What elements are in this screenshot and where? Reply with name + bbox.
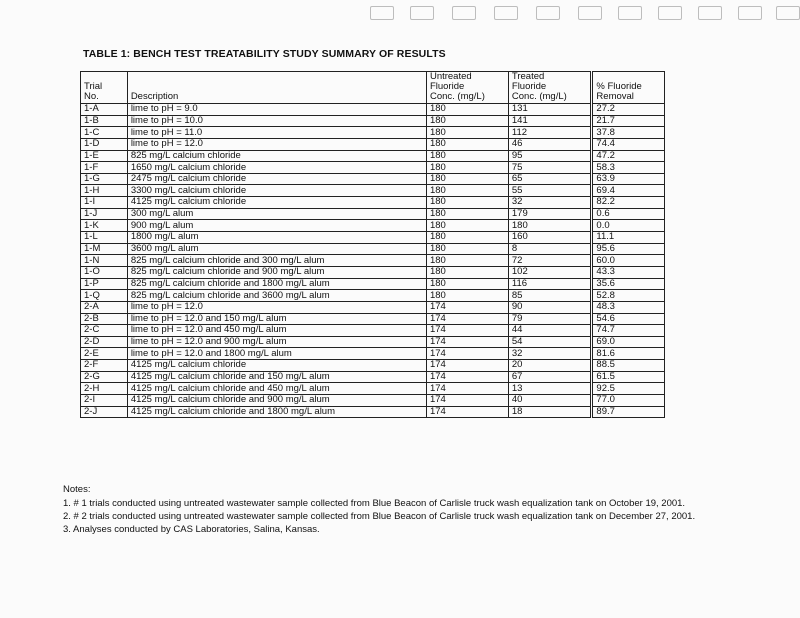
- treated-cell: 102: [508, 266, 590, 278]
- table-row: [81, 115, 665, 127]
- treated-cell: 112: [508, 127, 590, 139]
- untreated-cell: 174: [426, 336, 508, 348]
- treated-cell: 13: [508, 383, 590, 395]
- untreated-cell: 180: [426, 208, 508, 220]
- treated-cell: 67: [508, 371, 590, 383]
- table-header-row: [81, 72, 665, 104]
- trial-cell: 2-B: [81, 313, 128, 325]
- trial-cell: 2-F: [81, 360, 128, 372]
- untreated-cell: 180: [426, 104, 508, 116]
- untreated-cell: 174: [426, 348, 508, 360]
- removal-cell: 0.6: [593, 208, 665, 220]
- table-row: [81, 383, 665, 395]
- table-row: [81, 360, 665, 372]
- table-row: [81, 255, 665, 267]
- table-row: [81, 173, 665, 185]
- removal-cell: 92.5: [593, 383, 665, 395]
- description-cell: 825 mg/L calcium chloride and 300 mg/L alum: [127, 255, 426, 267]
- table-row: [81, 127, 665, 139]
- table-body: [81, 104, 665, 418]
- trial-cell: 1-C: [81, 127, 128, 139]
- description-cell: lime to pH = 12.0 and 1800 mg/L alum: [127, 348, 426, 360]
- trial-cell: 1-D: [81, 138, 128, 150]
- results-table: [80, 71, 665, 418]
- untreated-cell: 180: [426, 127, 508, 139]
- trial-cell: 2-A: [81, 301, 128, 313]
- removal-cell: 47.2: [593, 150, 665, 162]
- description-cell: 825 mg/L calcium chloride: [127, 150, 426, 162]
- trial-cell: 1-E: [81, 150, 128, 162]
- header-trial-no: [81, 72, 128, 104]
- removal-cell: 58.3: [593, 162, 665, 174]
- removal-cell: 60.0: [593, 255, 665, 267]
- trial-cell: 1-I: [81, 197, 128, 209]
- header-text: Description: [130, 91, 179, 102]
- table-row: [81, 243, 665, 255]
- table-row: [81, 232, 665, 244]
- description-cell: 4125 mg/L calcium chloride: [127, 197, 426, 209]
- removal-cell: 69.4: [593, 185, 665, 197]
- treated-cell: 95: [508, 150, 590, 162]
- untreated-cell: 180: [426, 173, 508, 185]
- table-row: [81, 185, 665, 197]
- description-cell: 825 mg/L calcium chloride and 3600 mg/L alum: [127, 290, 426, 302]
- trial-cell: 1-P: [81, 278, 128, 290]
- description-cell: lime to pH = 12.0 and 450 mg/L alum: [127, 325, 426, 337]
- trial-cell: 1-L: [81, 232, 128, 244]
- untreated-cell: 180: [426, 150, 508, 162]
- header-text: No.: [84, 91, 99, 102]
- table-row: [81, 406, 665, 418]
- untreated-cell: 174: [426, 360, 508, 372]
- notes-title: Notes:: [63, 484, 91, 495]
- removal-cell: 52.8: [593, 290, 665, 302]
- untreated-cell: 174: [426, 406, 508, 418]
- treated-cell: 8: [508, 243, 590, 255]
- removal-cell: 61.5: [593, 371, 665, 383]
- table-row: [81, 348, 665, 360]
- table-row: [81, 104, 665, 116]
- trial-cell: 1-B: [81, 115, 128, 127]
- trial-cell: 1-K: [81, 220, 128, 232]
- description-cell: lime to pH = 9.0: [127, 104, 426, 116]
- treated-cell: 20: [508, 360, 590, 372]
- removal-cell: 43.3: [593, 266, 665, 278]
- scan-mark: [494, 6, 518, 20]
- trial-cell: 2-H: [81, 383, 128, 395]
- scan-mark: [738, 6, 762, 20]
- removal-cell: 82.2: [593, 197, 665, 209]
- description-cell: 4125 mg/L calcium chloride and 450 mg/L alum: [127, 383, 426, 395]
- header-text: Trial: [84, 81, 103, 92]
- treated-cell: 141: [508, 115, 590, 127]
- untreated-cell: 174: [426, 395, 508, 407]
- removal-cell: 21.7: [593, 115, 665, 127]
- description-cell: 1800 mg/L alum: [127, 232, 426, 244]
- header-treated-fluoride: [508, 72, 590, 104]
- description-cell: 3300 mg/L calcium chloride: [127, 185, 426, 197]
- description-cell: 4125 mg/L calcium chloride and 1800 mg/L alum: [127, 406, 426, 418]
- treated-cell: 32: [508, 197, 590, 209]
- treated-cell: 79: [508, 313, 590, 325]
- treated-cell: 40: [508, 395, 590, 407]
- notes-section: [63, 483, 695, 536]
- trial-cell: 2-G: [81, 371, 128, 383]
- scan-mark: [658, 6, 682, 20]
- description-cell: 4125 mg/L calcium chloride and 150 mg/L alum: [127, 371, 426, 383]
- description-cell: 3600 mg/L alum: [127, 243, 426, 255]
- table-row: [81, 395, 665, 407]
- removal-cell: 0.0: [593, 220, 665, 232]
- header-text: Fluoride: [429, 81, 465, 92]
- description-cell: lime to pH = 12.0 and 900 mg/L alum: [127, 336, 426, 348]
- trial-cell: 2-I: [81, 395, 128, 407]
- untreated-cell: 174: [426, 301, 508, 313]
- table-row: [81, 278, 665, 290]
- untreated-cell: 180: [426, 266, 508, 278]
- description-cell: 300 mg/L alum: [127, 208, 426, 220]
- untreated-cell: 174: [426, 325, 508, 337]
- trial-cell: 1-F: [81, 162, 128, 174]
- description-cell: lime to pH = 10.0: [127, 115, 426, 127]
- removal-cell: 89.7: [593, 406, 665, 418]
- description-cell: 900 mg/L alum: [127, 220, 426, 232]
- header-untreated-fluoride: [426, 72, 508, 104]
- treated-cell: 180: [508, 220, 590, 232]
- table-row: [81, 208, 665, 220]
- description-cell: lime to pH = 12.0 and 150 mg/L alum: [127, 313, 426, 325]
- trial-cell: 2-E: [81, 348, 128, 360]
- removal-cell: 37.8: [593, 127, 665, 139]
- untreated-cell: 180: [426, 220, 508, 232]
- removal-cell: 27.2: [593, 104, 665, 116]
- description-cell: 2475 mg/L calcium chloride: [127, 173, 426, 185]
- table-row: [81, 301, 665, 313]
- header-text: Treated: [511, 71, 545, 82]
- trial-cell: 1-J: [81, 208, 128, 220]
- treated-cell: 65: [508, 173, 590, 185]
- untreated-cell: 180: [426, 278, 508, 290]
- treated-cell: 160: [508, 232, 590, 244]
- removal-cell: 81.6: [593, 348, 665, 360]
- trial-cell: 1-Q: [81, 290, 128, 302]
- untreated-cell: 180: [426, 185, 508, 197]
- table-row: [81, 325, 665, 337]
- table-row: [81, 313, 665, 325]
- trial-cell: 1-O: [81, 266, 128, 278]
- scan-mark: [410, 6, 434, 20]
- trial-cell: 1-N: [81, 255, 128, 267]
- header-text: Removal: [596, 91, 634, 102]
- description-cell: 4125 mg/L calcium chloride and 900 mg/L alum: [127, 395, 426, 407]
- untreated-cell: 174: [426, 383, 508, 395]
- treated-cell: 54: [508, 336, 590, 348]
- untreated-cell: 180: [426, 162, 508, 174]
- treated-cell: 32: [508, 348, 590, 360]
- description-cell: lime to pH = 11.0: [127, 127, 426, 139]
- treated-cell: 85: [508, 290, 590, 302]
- treated-cell: 131: [508, 104, 590, 116]
- removal-cell: 77.0: [593, 395, 665, 407]
- untreated-cell: 180: [426, 290, 508, 302]
- note-3: 3. Analyses conducted by CAS Laboratories, Salina, Kansas.: [63, 524, 320, 535]
- scan-edge-strip: [0, 0, 800, 22]
- untreated-cell: 180: [426, 197, 508, 209]
- treated-cell: 44: [508, 325, 590, 337]
- table-row: [81, 197, 665, 209]
- description-cell: 825 mg/L calcium chloride and 900 mg/L alum: [127, 266, 426, 278]
- untreated-cell: 174: [426, 371, 508, 383]
- header-text: % Fluoride: [596, 81, 642, 92]
- trial-cell: 1-M: [81, 243, 128, 255]
- trial-cell: 1-A: [81, 104, 128, 116]
- treated-cell: 72: [508, 255, 590, 267]
- treated-cell: 46: [508, 138, 590, 150]
- removal-cell: 48.3: [593, 301, 665, 313]
- scan-mark: [370, 6, 394, 20]
- untreated-cell: 180: [426, 138, 508, 150]
- untreated-cell: 180: [426, 255, 508, 267]
- description-cell: 1650 mg/L calcium chloride: [127, 162, 426, 174]
- removal-cell: 69.0: [593, 336, 665, 348]
- description-cell: 825 mg/L calcium chloride and 1800 mg/L alum: [127, 278, 426, 290]
- table-row: [81, 150, 665, 162]
- untreated-cell: 174: [426, 313, 508, 325]
- trial-cell: 1-H: [81, 185, 128, 197]
- removal-cell: 88.5: [593, 360, 665, 372]
- untreated-cell: 180: [426, 232, 508, 244]
- scan-mark: [618, 6, 642, 20]
- header-description: [127, 72, 426, 104]
- trial-cell: 1-G: [81, 173, 128, 185]
- scan-mark: [698, 6, 722, 20]
- trial-cell: 2-D: [81, 336, 128, 348]
- header-fluoride-removal: [593, 72, 665, 104]
- removal-cell: 74.4: [593, 138, 665, 150]
- removal-cell: 63.9: [593, 173, 665, 185]
- removal-cell: 54.6: [593, 313, 665, 325]
- treated-cell: 55: [508, 185, 590, 197]
- scan-mark: [536, 6, 560, 20]
- header-text: Conc. (mg/L): [429, 91, 485, 102]
- treated-cell: 75: [508, 162, 590, 174]
- treated-cell: 18: [508, 406, 590, 418]
- treated-cell: 179: [508, 208, 590, 220]
- removal-cell: 74.7: [593, 325, 665, 337]
- description-cell: lime to pH = 12.0: [127, 138, 426, 150]
- untreated-cell: 180: [426, 115, 508, 127]
- description-cell: lime to pH = 12.0: [127, 301, 426, 313]
- table-row: [81, 371, 665, 383]
- table-row: [81, 220, 665, 232]
- untreated-cell: 180: [426, 243, 508, 255]
- table-row: [81, 266, 665, 278]
- removal-cell: 35.6: [593, 278, 665, 290]
- header-text: Fluoride: [511, 81, 547, 92]
- table-row: [81, 290, 665, 302]
- table-row: [81, 138, 665, 150]
- trial-cell: 2-C: [81, 325, 128, 337]
- note-1: 1. # 1 trials conducted using untreated wastewater sample collected from Blue Beacon of Carlisle truck wash equalization tank on October 19, 2001.: [63, 498, 686, 509]
- treated-cell: 116: [508, 278, 590, 290]
- header-text: Conc. (mg/L): [511, 91, 567, 102]
- description-cell: 4125 mg/L calcium chloride: [127, 360, 426, 372]
- table-row: [81, 336, 665, 348]
- removal-cell: 95.6: [593, 243, 665, 255]
- table-row: [81, 162, 665, 174]
- scan-mark: [776, 6, 800, 20]
- scan-mark: [578, 6, 602, 20]
- trial-cell: 2-J: [81, 406, 128, 418]
- table-title: TABLE 1: BENCH TEST TREATABILITY STUDY SUMMARY OF RESULTS: [83, 48, 446, 60]
- scan-mark: [452, 6, 476, 20]
- treated-cell: 90: [508, 301, 590, 313]
- header-text: Untreated: [429, 71, 472, 82]
- removal-cell: 11.1: [593, 232, 665, 244]
- note-2: 2. # 2 trials conducted using untreated wastewater sample collected from Blue Beacon of Carlisle truck wash equalization tank on December 27, 2001.: [63, 511, 696, 522]
